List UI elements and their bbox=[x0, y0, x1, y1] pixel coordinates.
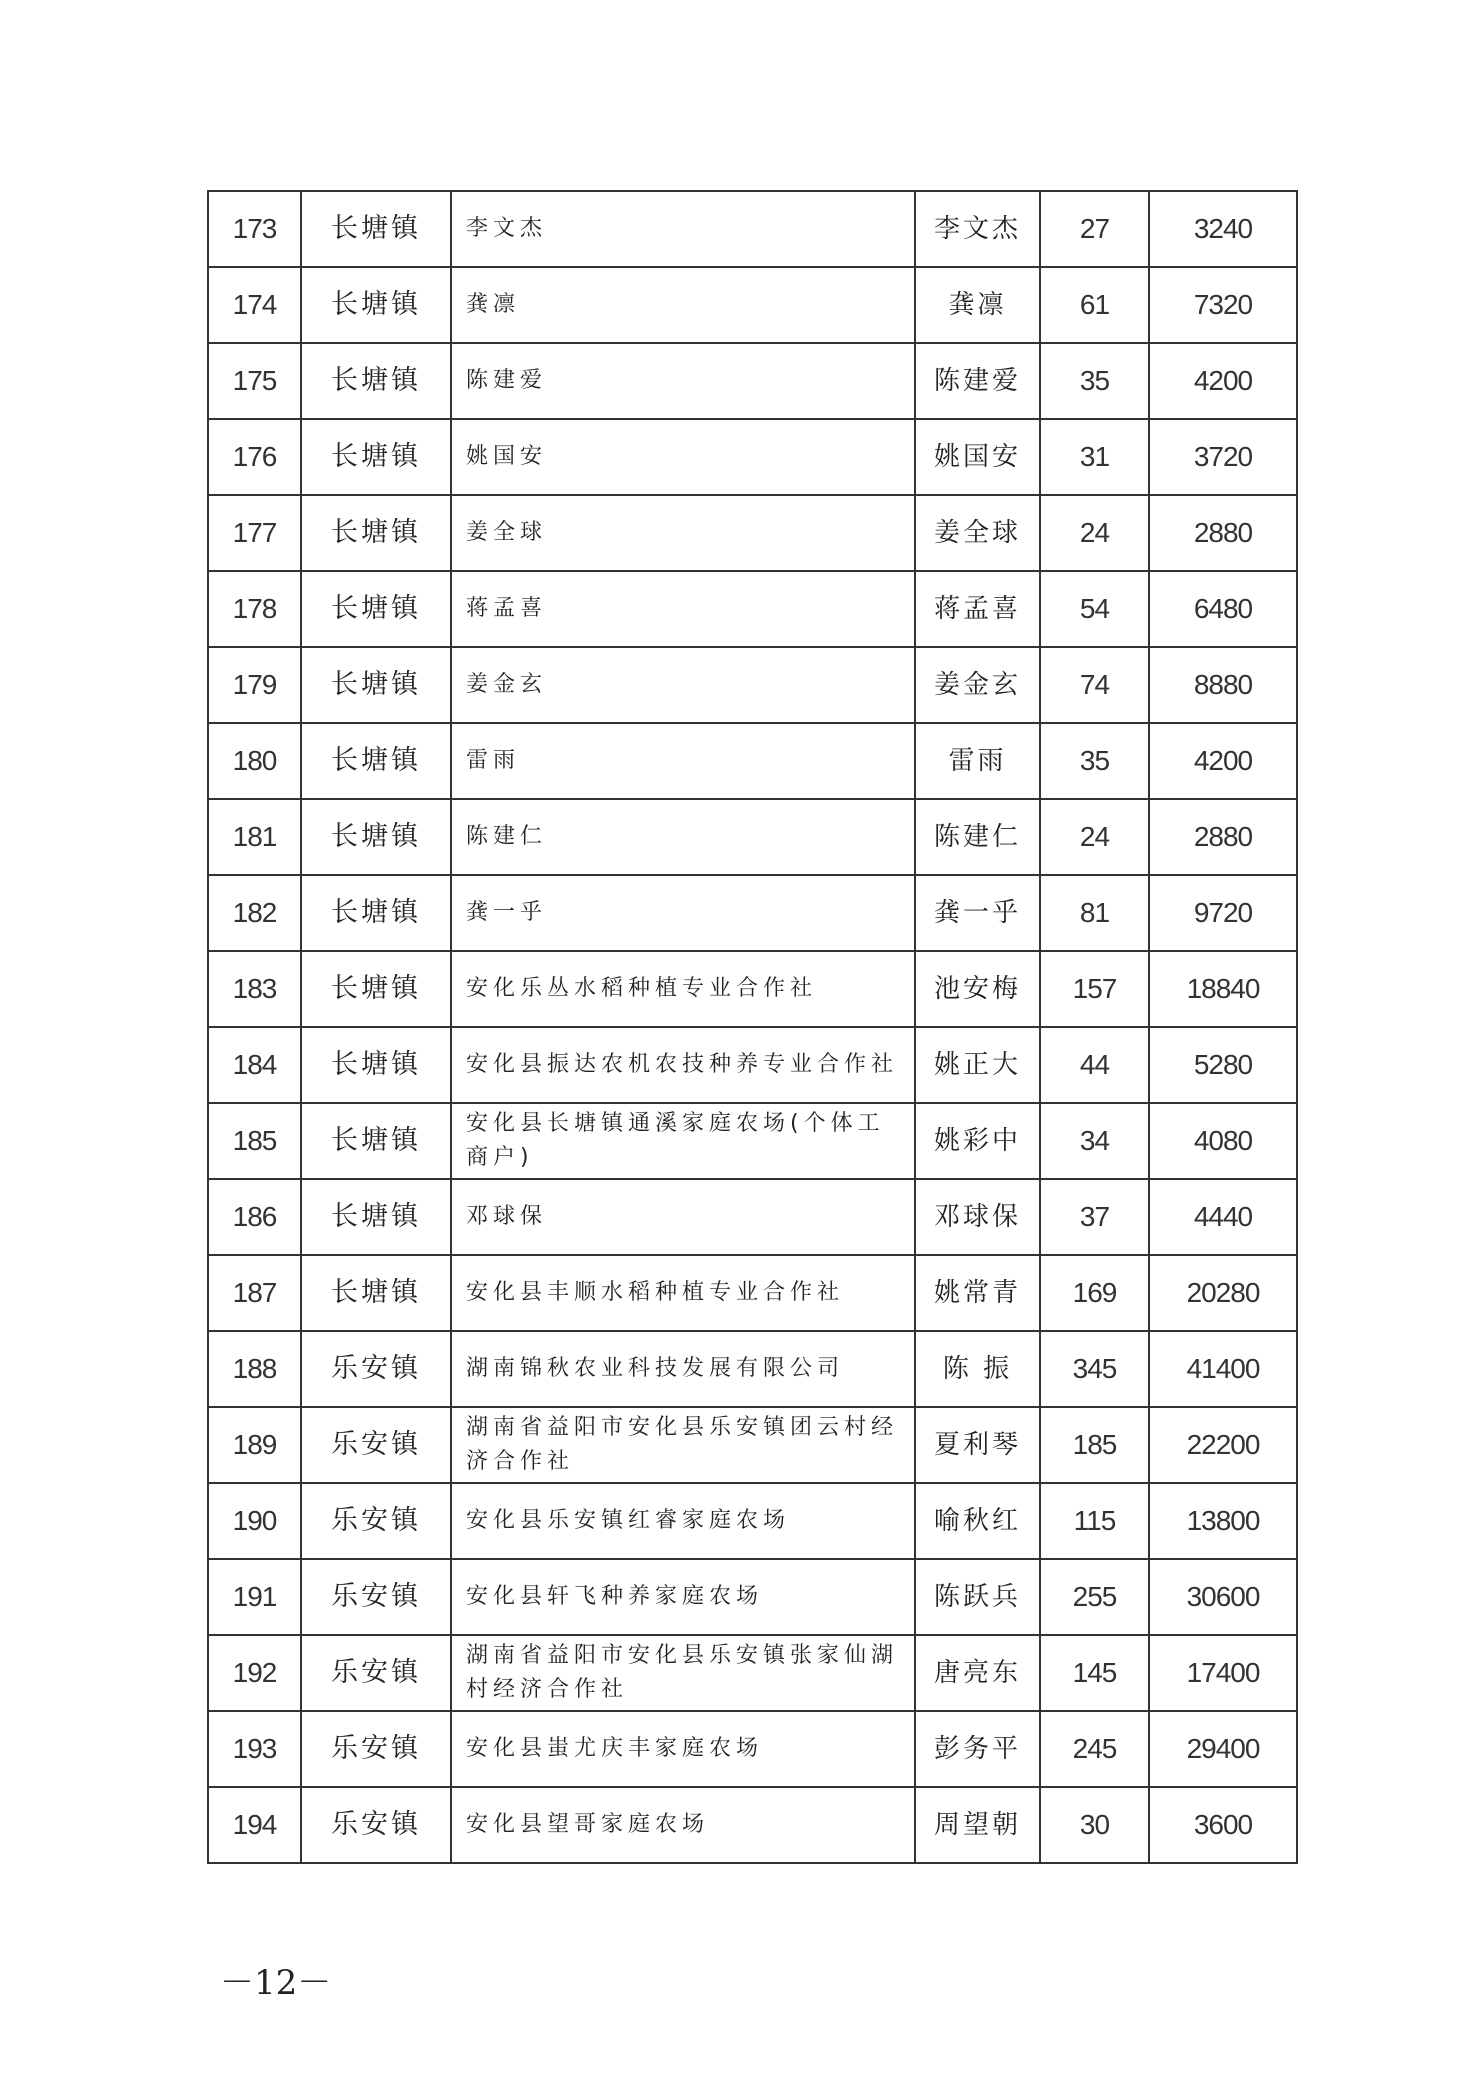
amount-cell: 5280 bbox=[1149, 1027, 1297, 1103]
area-cell: 157 bbox=[1040, 951, 1149, 1027]
table-row bbox=[208, 1255, 1297, 1331]
person-cell: 蒋孟喜 bbox=[915, 571, 1040, 647]
entity-name-cell: 安化县丰顺水稻种植专业合作社 bbox=[451, 1255, 915, 1331]
amount-cell: 29400 bbox=[1149, 1711, 1297, 1787]
area-cell: 81 bbox=[1040, 875, 1149, 951]
town-cell: 长塘镇 bbox=[301, 495, 451, 571]
row-number: 181 bbox=[208, 799, 301, 875]
person-cell: 池安梅 bbox=[915, 951, 1040, 1027]
table-row bbox=[208, 951, 1297, 1027]
town-cell: 乐安镇 bbox=[301, 1483, 451, 1559]
amount-cell: 22200 bbox=[1149, 1407, 1297, 1483]
person-cell: 姚常青 bbox=[915, 1255, 1040, 1331]
town-cell: 乐安镇 bbox=[301, 1407, 451, 1483]
entity-name-cell: 安化县轩飞种养家庭农场 bbox=[451, 1559, 915, 1635]
row-number: 193 bbox=[208, 1711, 301, 1787]
town-cell: 乐安镇 bbox=[301, 1787, 451, 1863]
table-row bbox=[208, 191, 1297, 267]
area-cell: 37 bbox=[1040, 1179, 1149, 1255]
row-number: 192 bbox=[208, 1635, 301, 1711]
row-number: 189 bbox=[208, 1407, 301, 1483]
area-cell: 185 bbox=[1040, 1407, 1149, 1483]
table-row bbox=[208, 1711, 1297, 1787]
person-cell: 陈建爱 bbox=[915, 343, 1040, 419]
town-cell: 长塘镇 bbox=[301, 571, 451, 647]
row-number: 183 bbox=[208, 951, 301, 1027]
entity-name-cell: 安化县乐安镇红睿家庭农场 bbox=[451, 1483, 915, 1559]
area-cell: 74 bbox=[1040, 647, 1149, 723]
entity-name-cell: 安化乐丛水稻种植专业合作社 bbox=[451, 951, 915, 1027]
table-row bbox=[208, 1635, 1297, 1711]
entity-name-cell: 姚国安 bbox=[451, 419, 915, 495]
table-row bbox=[208, 1331, 1297, 1407]
area-cell: 34 bbox=[1040, 1103, 1149, 1179]
row-number: 187 bbox=[208, 1255, 301, 1331]
row-number: 179 bbox=[208, 647, 301, 723]
area-cell: 24 bbox=[1040, 495, 1149, 571]
town-cell: 乐安镇 bbox=[301, 1559, 451, 1635]
person-cell: 龚凛 bbox=[915, 267, 1040, 343]
town-cell: 长塘镇 bbox=[301, 419, 451, 495]
table-row bbox=[208, 875, 1297, 951]
entity-name-cell: 龚凛 bbox=[451, 267, 915, 343]
row-number: 173 bbox=[208, 191, 301, 267]
amount-cell: 3720 bbox=[1149, 419, 1297, 495]
area-cell: 255 bbox=[1040, 1559, 1149, 1635]
town-cell: 乐安镇 bbox=[301, 1711, 451, 1787]
town-cell: 长塘镇 bbox=[301, 799, 451, 875]
town-cell: 乐安镇 bbox=[301, 1635, 451, 1711]
person-cell: 姚彩中 bbox=[915, 1103, 1040, 1179]
row-number: 174 bbox=[208, 267, 301, 343]
table-row bbox=[208, 1787, 1297, 1863]
table-row bbox=[208, 267, 1297, 343]
entity-name-cell: 陈建仁 bbox=[451, 799, 915, 875]
table-row bbox=[208, 799, 1297, 875]
row-number: 191 bbox=[208, 1559, 301, 1635]
entity-name-cell: 湖南省益阳市安化县乐安镇团云村经济合作社 bbox=[451, 1407, 915, 1483]
area-cell: 145 bbox=[1040, 1635, 1149, 1711]
area-cell: 169 bbox=[1040, 1255, 1149, 1331]
amount-cell: 18840 bbox=[1149, 951, 1297, 1027]
town-cell: 长塘镇 bbox=[301, 875, 451, 951]
amount-cell: 2880 bbox=[1149, 799, 1297, 875]
area-cell: 345 bbox=[1040, 1331, 1149, 1407]
row-number: 184 bbox=[208, 1027, 301, 1103]
row-number: 180 bbox=[208, 723, 301, 799]
table-row bbox=[208, 495, 1297, 571]
person-cell: 姜全球 bbox=[915, 495, 1040, 571]
town-cell: 长塘镇 bbox=[301, 191, 451, 267]
area-cell: 35 bbox=[1040, 723, 1149, 799]
amount-cell: 4200 bbox=[1149, 723, 1297, 799]
person-cell: 李文杰 bbox=[915, 191, 1040, 267]
page-number: －12－ bbox=[220, 1963, 332, 2003]
amount-cell: 2880 bbox=[1149, 495, 1297, 571]
table-row bbox=[208, 1027, 1297, 1103]
town-cell: 长塘镇 bbox=[301, 1103, 451, 1179]
person-cell: 陈跃兵 bbox=[915, 1559, 1040, 1635]
person-cell: 姚正大 bbox=[915, 1027, 1040, 1103]
entity-name-cell: 姜全球 bbox=[451, 495, 915, 571]
amount-cell: 41400 bbox=[1149, 1331, 1297, 1407]
row-number: 188 bbox=[208, 1331, 301, 1407]
table-row bbox=[208, 1483, 1297, 1559]
table-row bbox=[208, 723, 1297, 799]
town-cell: 乐安镇 bbox=[301, 1331, 451, 1407]
row-number: 194 bbox=[208, 1787, 301, 1863]
row-number: 186 bbox=[208, 1179, 301, 1255]
amount-cell: 13800 bbox=[1149, 1483, 1297, 1559]
amount-cell: 3600 bbox=[1149, 1787, 1297, 1863]
town-cell: 长塘镇 bbox=[301, 267, 451, 343]
table-row bbox=[208, 1559, 1297, 1635]
entity-name-cell: 湖南锦秋农业科技发展有限公司 bbox=[451, 1331, 915, 1407]
row-number: 176 bbox=[208, 419, 301, 495]
person-cell: 龚一乎 bbox=[915, 875, 1040, 951]
town-cell: 长塘镇 bbox=[301, 1179, 451, 1255]
subsidy-table bbox=[207, 190, 1298, 1864]
table-row bbox=[208, 419, 1297, 495]
town-cell: 长塘镇 bbox=[301, 1027, 451, 1103]
amount-cell: 9720 bbox=[1149, 875, 1297, 951]
entity-name-cell: 陈建爱 bbox=[451, 343, 915, 419]
person-cell: 姜金玄 bbox=[915, 647, 1040, 723]
entity-name-cell: 安化县长塘镇通溪家庭农场(个体工商户) bbox=[451, 1103, 915, 1179]
area-cell: 31 bbox=[1040, 419, 1149, 495]
amount-cell: 4200 bbox=[1149, 343, 1297, 419]
table-row bbox=[208, 343, 1297, 419]
row-number: 190 bbox=[208, 1483, 301, 1559]
area-cell: 54 bbox=[1040, 571, 1149, 647]
table-row bbox=[208, 1103, 1297, 1179]
amount-cell: 20280 bbox=[1149, 1255, 1297, 1331]
town-cell: 长塘镇 bbox=[301, 343, 451, 419]
area-cell: 27 bbox=[1040, 191, 1149, 267]
person-cell: 唐亮东 bbox=[915, 1635, 1040, 1711]
area-cell: 24 bbox=[1040, 799, 1149, 875]
amount-cell: 6480 bbox=[1149, 571, 1297, 647]
person-cell: 彭务平 bbox=[915, 1711, 1040, 1787]
area-cell: 30 bbox=[1040, 1787, 1149, 1863]
town-cell: 长塘镇 bbox=[301, 1255, 451, 1331]
amount-cell: 3240 bbox=[1149, 191, 1297, 267]
person-cell: 陈建仁 bbox=[915, 799, 1040, 875]
table-row bbox=[208, 571, 1297, 647]
entity-name-cell: 李文杰 bbox=[451, 191, 915, 267]
area-cell: 35 bbox=[1040, 343, 1149, 419]
amount-cell: 4440 bbox=[1149, 1179, 1297, 1255]
entity-name-cell: 龚一乎 bbox=[451, 875, 915, 951]
entity-name-cell: 安化县振达农机农技种养专业合作社 bbox=[451, 1027, 915, 1103]
entity-name-cell: 邓球保 bbox=[451, 1179, 915, 1255]
town-cell: 长塘镇 bbox=[301, 723, 451, 799]
row-number: 178 bbox=[208, 571, 301, 647]
table-row bbox=[208, 1407, 1297, 1483]
entity-name-cell: 安化县蚩尤庆丰家庭农场 bbox=[451, 1711, 915, 1787]
person-cell: 姚国安 bbox=[915, 419, 1040, 495]
table-row bbox=[208, 1179, 1297, 1255]
town-cell: 长塘镇 bbox=[301, 647, 451, 723]
entity-name-cell: 蒋孟喜 bbox=[451, 571, 915, 647]
entity-name-cell: 安化县望哥家庭农场 bbox=[451, 1787, 915, 1863]
area-cell: 61 bbox=[1040, 267, 1149, 343]
person-cell: 陈 振 bbox=[915, 1331, 1040, 1407]
area-cell: 44 bbox=[1040, 1027, 1149, 1103]
entity-name-cell: 湖南省益阳市安化县乐安镇张家仙湖村经济合作社 bbox=[451, 1635, 915, 1711]
table-row bbox=[208, 647, 1297, 723]
row-number: 185 bbox=[208, 1103, 301, 1179]
person-cell: 喻秋红 bbox=[915, 1483, 1040, 1559]
town-cell: 长塘镇 bbox=[301, 951, 451, 1027]
person-cell: 夏利琴 bbox=[915, 1407, 1040, 1483]
amount-cell: 30600 bbox=[1149, 1559, 1297, 1635]
row-number: 182 bbox=[208, 875, 301, 951]
row-number: 175 bbox=[208, 343, 301, 419]
area-cell: 245 bbox=[1040, 1711, 1149, 1787]
person-cell: 周望朝 bbox=[915, 1787, 1040, 1863]
person-cell: 邓球保 bbox=[915, 1179, 1040, 1255]
amount-cell: 7320 bbox=[1149, 267, 1297, 343]
amount-cell: 8880 bbox=[1149, 647, 1297, 723]
amount-cell: 17400 bbox=[1149, 1635, 1297, 1711]
area-cell: 115 bbox=[1040, 1483, 1149, 1559]
amount-cell: 4080 bbox=[1149, 1103, 1297, 1179]
entity-name-cell: 雷雨 bbox=[451, 723, 915, 799]
entity-name-cell: 姜金玄 bbox=[451, 647, 915, 723]
person-cell: 雷雨 bbox=[915, 723, 1040, 799]
row-number: 177 bbox=[208, 495, 301, 571]
